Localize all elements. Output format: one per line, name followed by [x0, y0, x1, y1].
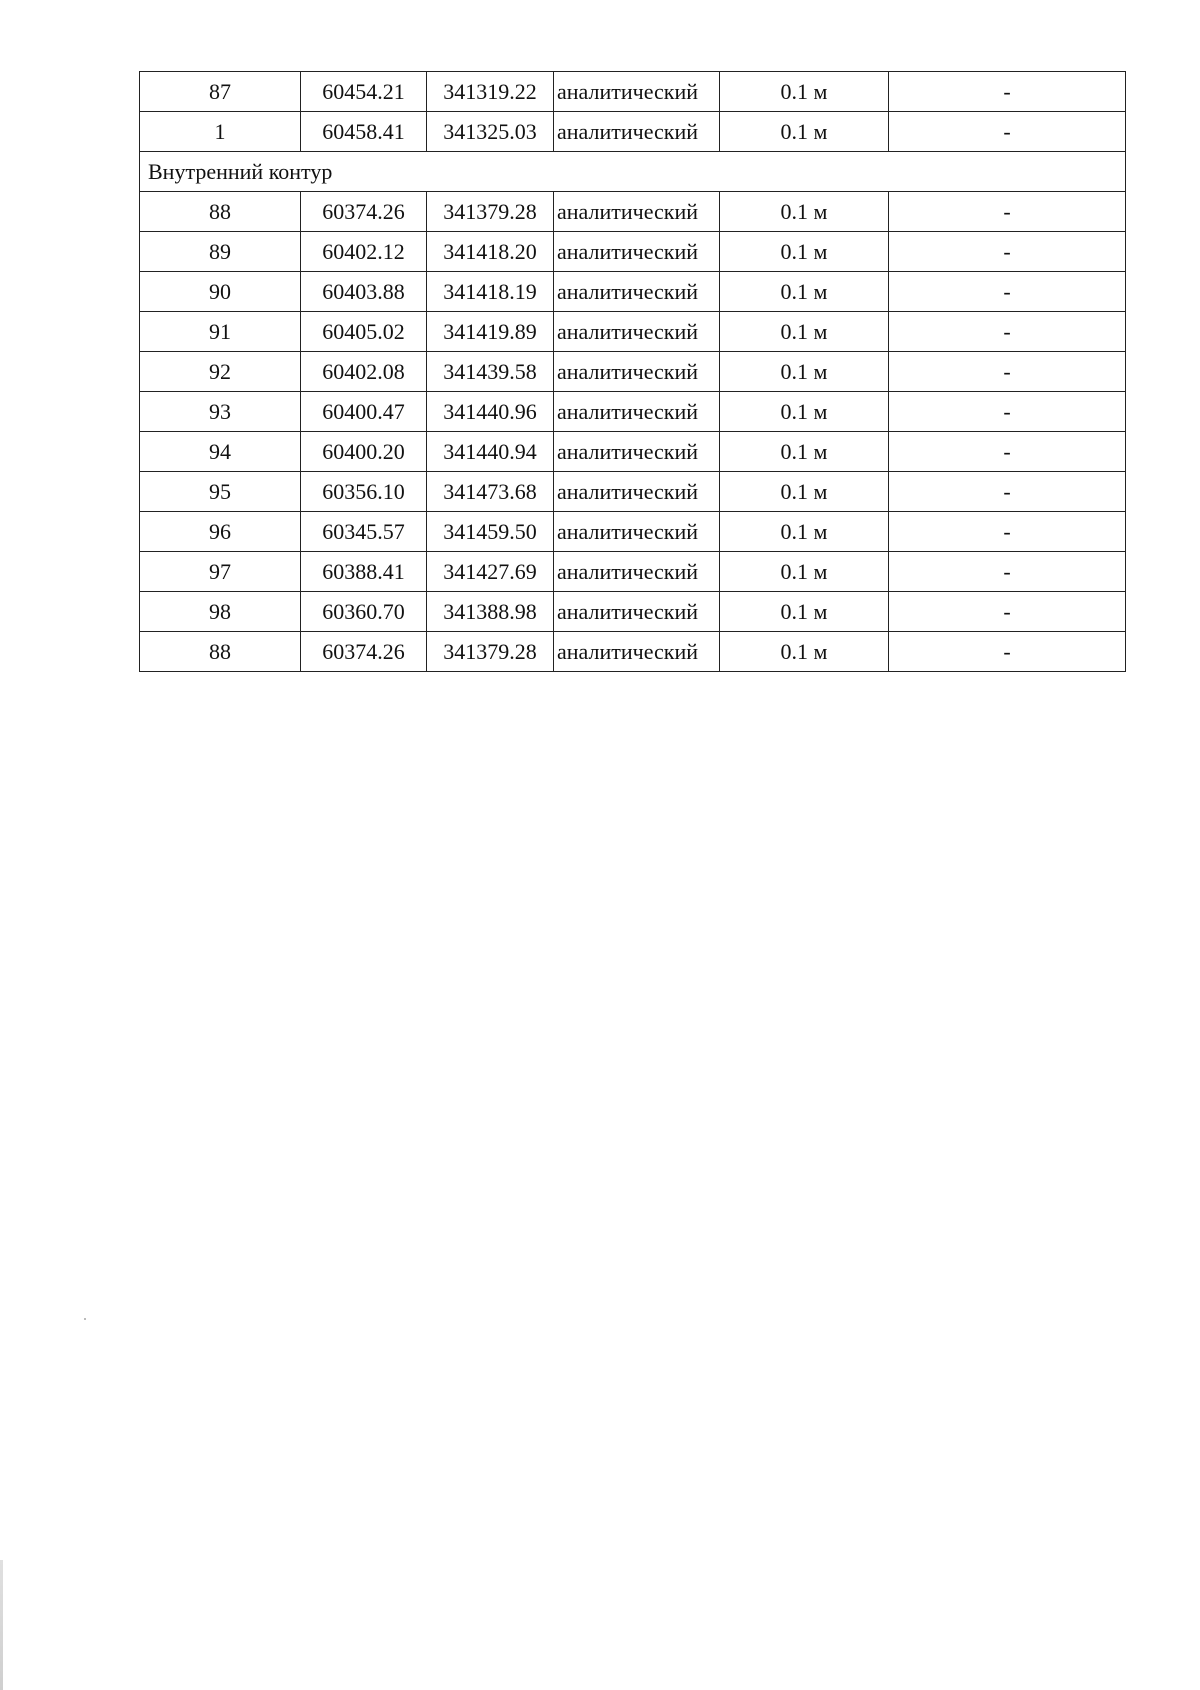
method-cell: аналитический — [554, 232, 720, 272]
y-coordinate-cell: 341418.20 — [427, 232, 554, 272]
section-title: Внутренний контур — [140, 152, 1126, 192]
y-coordinate-cell: 341459.50 — [427, 512, 554, 552]
method-cell: аналитический — [554, 392, 720, 432]
extra-cell: - — [889, 352, 1126, 392]
y-coordinate-cell: 341440.94 — [427, 432, 554, 472]
y-coordinate-cell: 341439.58 — [427, 352, 554, 392]
accuracy-cell: 0.1 м — [720, 592, 889, 632]
table-row — [140, 472, 1126, 512]
point-number-cell: 89 — [140, 232, 301, 272]
scan-speck — [84, 1318, 86, 1320]
point-number-cell: 88 — [140, 192, 301, 232]
extra-cell: - — [889, 472, 1126, 512]
y-coordinate-cell: 341325.03 — [427, 112, 554, 152]
point-number-cell: 88 — [140, 632, 301, 672]
coordinates-table — [139, 71, 1126, 672]
table-row — [140, 312, 1126, 352]
extra-cell: - — [889, 72, 1126, 112]
method-cell: аналитический — [554, 512, 720, 552]
extra-cell: - — [889, 392, 1126, 432]
table-row — [140, 592, 1126, 632]
table-row — [140, 432, 1126, 472]
point-number-cell: 97 — [140, 552, 301, 592]
table-row — [140, 512, 1126, 552]
method-cell: аналитический — [554, 432, 720, 472]
table-row — [140, 632, 1126, 672]
y-coordinate-cell: 341473.68 — [427, 472, 554, 512]
accuracy-cell: 0.1 м — [720, 392, 889, 432]
accuracy-cell: 0.1 м — [720, 232, 889, 272]
point-number-cell: 98 — [140, 592, 301, 632]
x-coordinate-cell: 60402.12 — [301, 232, 427, 272]
accuracy-cell: 0.1 м — [720, 192, 889, 232]
method-cell: аналитический — [554, 312, 720, 352]
accuracy-cell: 0.1 м — [720, 552, 889, 592]
method-cell: аналитический — [554, 352, 720, 392]
x-coordinate-cell: 60345.57 — [301, 512, 427, 552]
accuracy-cell: 0.1 м — [720, 512, 889, 552]
method-cell: аналитический — [554, 272, 720, 312]
y-coordinate-cell: 341379.28 — [427, 632, 554, 672]
extra-cell: - — [889, 512, 1126, 552]
table-row — [140, 72, 1126, 112]
table-row — [140, 552, 1126, 592]
method-cell: аналитический — [554, 592, 720, 632]
method-cell: аналитический — [554, 632, 720, 672]
x-coordinate-cell: 60388.41 — [301, 552, 427, 592]
y-coordinate-cell: 341388.98 — [427, 592, 554, 632]
extra-cell: - — [889, 592, 1126, 632]
accuracy-cell: 0.1 м — [720, 72, 889, 112]
method-cell: аналитический — [554, 472, 720, 512]
point-number-cell: 87 — [140, 72, 301, 112]
x-coordinate-cell: 60405.02 — [301, 312, 427, 352]
x-coordinate-cell: 60400.20 — [301, 432, 427, 472]
accuracy-cell: 0.1 м — [720, 272, 889, 312]
table-row — [140, 112, 1126, 152]
x-coordinate-cell: 60356.10 — [301, 472, 427, 512]
point-number-cell: 96 — [140, 512, 301, 552]
method-cell: аналитический — [554, 72, 720, 112]
extra-cell: - — [889, 552, 1126, 592]
y-coordinate-cell: 341319.22 — [427, 72, 554, 112]
extra-cell: - — [889, 312, 1126, 352]
accuracy-cell: 0.1 м — [720, 432, 889, 472]
y-coordinate-cell: 341440.96 — [427, 392, 554, 432]
y-coordinate-cell: 341419.89 — [427, 312, 554, 352]
point-number-cell: 93 — [140, 392, 301, 432]
accuracy-cell: 0.1 м — [720, 112, 889, 152]
point-number-cell: 94 — [140, 432, 301, 472]
point-number-cell: 90 — [140, 272, 301, 312]
point-number-cell: 1 — [140, 112, 301, 152]
x-coordinate-cell: 60374.26 — [301, 632, 427, 672]
extra-cell: - — [889, 232, 1126, 272]
method-cell: аналитический — [554, 112, 720, 152]
x-coordinate-cell: 60454.21 — [301, 72, 427, 112]
x-coordinate-cell: 60400.47 — [301, 392, 427, 432]
x-coordinate-cell: 60458.41 — [301, 112, 427, 152]
table-row — [140, 192, 1126, 232]
table-row — [140, 352, 1126, 392]
extra-cell: - — [889, 272, 1126, 312]
extra-cell: - — [889, 632, 1126, 672]
y-coordinate-cell: 341427.69 — [427, 552, 554, 592]
accuracy-cell: 0.1 м — [720, 472, 889, 512]
x-coordinate-cell: 60403.88 — [301, 272, 427, 312]
method-cell: аналитический — [554, 552, 720, 592]
scan-edge-shadow — [0, 1560, 3, 1690]
y-coordinate-cell: 341379.28 — [427, 192, 554, 232]
extra-cell: - — [889, 432, 1126, 472]
accuracy-cell: 0.1 м — [720, 632, 889, 672]
x-coordinate-cell: 60402.08 — [301, 352, 427, 392]
point-number-cell: 92 — [140, 352, 301, 392]
accuracy-cell: 0.1 м — [720, 352, 889, 392]
table-row — [140, 232, 1126, 272]
x-coordinate-cell: 60374.26 — [301, 192, 427, 232]
coordinates-table-body — [140, 72, 1126, 672]
y-coordinate-cell: 341418.19 — [427, 272, 554, 312]
table-row — [140, 272, 1126, 312]
table-row — [140, 392, 1126, 432]
section-title-row — [140, 152, 1126, 192]
accuracy-cell: 0.1 м — [720, 312, 889, 352]
method-cell: аналитический — [554, 192, 720, 232]
extra-cell: - — [889, 192, 1126, 232]
extra-cell: - — [889, 112, 1126, 152]
x-coordinate-cell: 60360.70 — [301, 592, 427, 632]
point-number-cell: 95 — [140, 472, 301, 512]
point-number-cell: 91 — [140, 312, 301, 352]
